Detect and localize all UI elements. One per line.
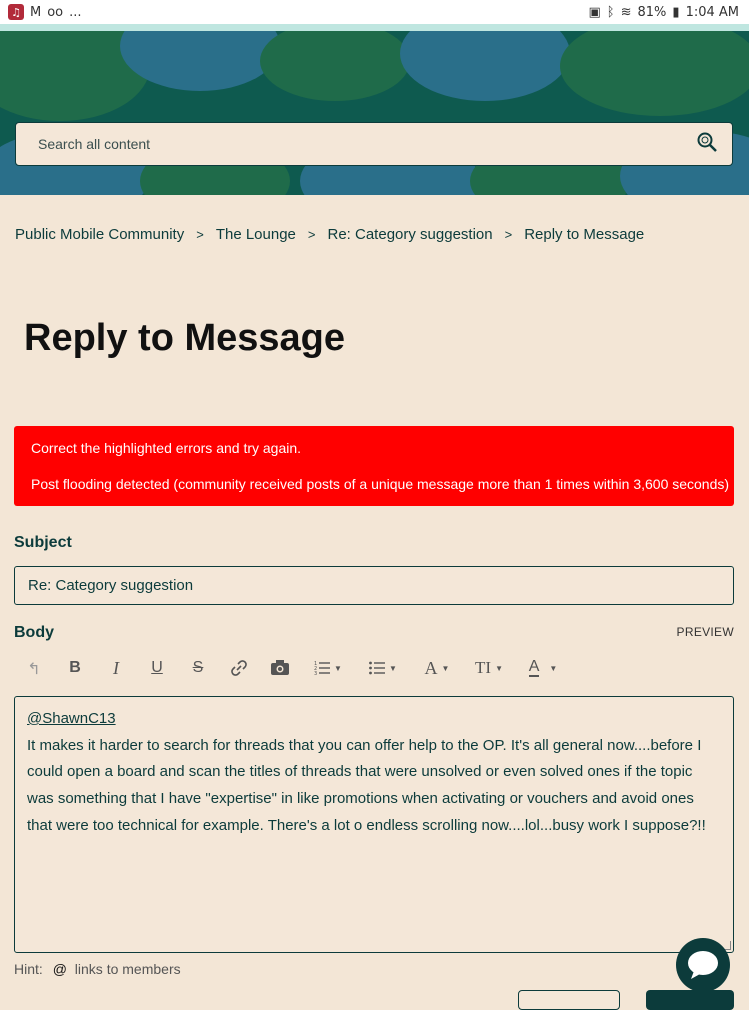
- subject-input[interactable]: [15, 567, 731, 604]
- hint: [14, 961, 181, 977]
- font-family-button[interactable]: [421, 657, 453, 679]
- more-notifications: ...: [69, 4, 82, 20]
- chevron-down-icon[interactable]: ▼: [441, 663, 450, 673]
- font-size-glyph: TI: [475, 658, 492, 677]
- battery-icon: ▮: [672, 4, 680, 20]
- at-symbol: @: [52, 961, 67, 977]
- status-bar: [0, 0, 749, 24]
- chat-button[interactable]: [676, 938, 730, 992]
- svg-text:3: 3: [314, 671, 318, 676]
- camera-icon[interactable]: [270, 657, 290, 679]
- text-color-glyph: A: [528, 658, 540, 675]
- breadcrumb-current: Reply to Message: [524, 226, 645, 243]
- hint-text: links to members: [74, 961, 181, 977]
- subject-label: Subject: [14, 534, 72, 551]
- subject-field-wrapper: [14, 566, 734, 605]
- cancel-button[interactable]: [518, 990, 620, 1010]
- breadcrumb-community[interactable]: Public Mobile Community: [15, 226, 185, 243]
- error-banner: [14, 426, 734, 506]
- svg-text:2: 2: [314, 666, 318, 672]
- editor-toolbar: [24, 656, 582, 680]
- clock: 1:04 AM: [685, 4, 739, 20]
- chevron-right-icon: >: [504, 227, 513, 242]
- wifi-icon: ≋: [620, 4, 632, 20]
- music-app-icon: ♫: [8, 4, 24, 20]
- body-text: It makes it harder to search for threads that you can offer help to the OP. It's all general now....before I could open a board and scan the titles of threads that were unsolved or even solved ones if the topic was something that I have "expertise" in like promotions when activating or vouchers and avoid ones that were too technical for example. There's a lot o endless scrolling now....lol...busy work I suppose?!!: [27, 736, 706, 834]
- numbered-list-icon[interactable]: [311, 657, 345, 679]
- browser-strip: [0, 24, 749, 31]
- chevron-down-icon[interactable]: ▼: [495, 663, 503, 673]
- breadcrumb: [15, 226, 644, 243]
- breadcrumb-thread[interactable]: Re: Category suggestion: [327, 226, 493, 243]
- strikethrough-button[interactable]: S: [192, 659, 204, 676]
- text-color-button[interactable]: [525, 657, 561, 679]
- search-icon[interactable]: [696, 131, 718, 158]
- italic-button[interactable]: I: [113, 657, 119, 678]
- breadcrumb-lounge[interactable]: The Lounge: [215, 226, 296, 243]
- chevron-down-icon[interactable]: ▼: [549, 663, 558, 673]
- chevron-down-icon[interactable]: ▼: [389, 663, 397, 673]
- preview-button[interactable]: PREVIEW: [676, 625, 734, 639]
- error-detail: Post flooding detected (community received posts of a unique message more than 1 times within 3,600 seconds): [31, 476, 730, 492]
- chevron-right-icon: >: [307, 227, 316, 242]
- error-message: Correct the highlighted errors and try again.: [31, 440, 302, 456]
- font-size-button[interactable]: [474, 657, 504, 679]
- body-label: Body: [14, 624, 54, 641]
- page-title: Reply to Message: [24, 317, 345, 359]
- bullet-list-icon[interactable]: [366, 657, 400, 679]
- chevron-down-icon[interactable]: ▼: [334, 663, 342, 673]
- link-icon[interactable]: [229, 657, 249, 679]
- undo-icon[interactable]: ↰: [27, 658, 41, 678]
- hint-label: Hint:: [14, 961, 43, 977]
- bluetooth-icon: ᛒ: [606, 4, 615, 20]
- svg-text:1: 1: [314, 661, 318, 667]
- font-family-glyph: A: [424, 657, 438, 678]
- bold-button[interactable]: B: [69, 659, 81, 676]
- gmail-icon: M: [30, 4, 42, 20]
- chat-bubble-icon: [686, 949, 720, 981]
- chevron-right-icon: >: [196, 227, 204, 242]
- voicemail-icon: oo: [47, 4, 64, 20]
- search-bar[interactable]: [15, 122, 733, 166]
- body-editor[interactable]: [14, 696, 734, 953]
- header-banner: [0, 31, 749, 195]
- sim-icon: ▣: [588, 4, 601, 20]
- mention-link[interactable]: @ShawnC13: [27, 710, 116, 727]
- search-input[interactable]: [36, 135, 640, 153]
- underline-button[interactable]: U: [151, 659, 163, 676]
- post-button[interactable]: [646, 990, 734, 1010]
- battery-percent: 81%: [637, 4, 667, 20]
